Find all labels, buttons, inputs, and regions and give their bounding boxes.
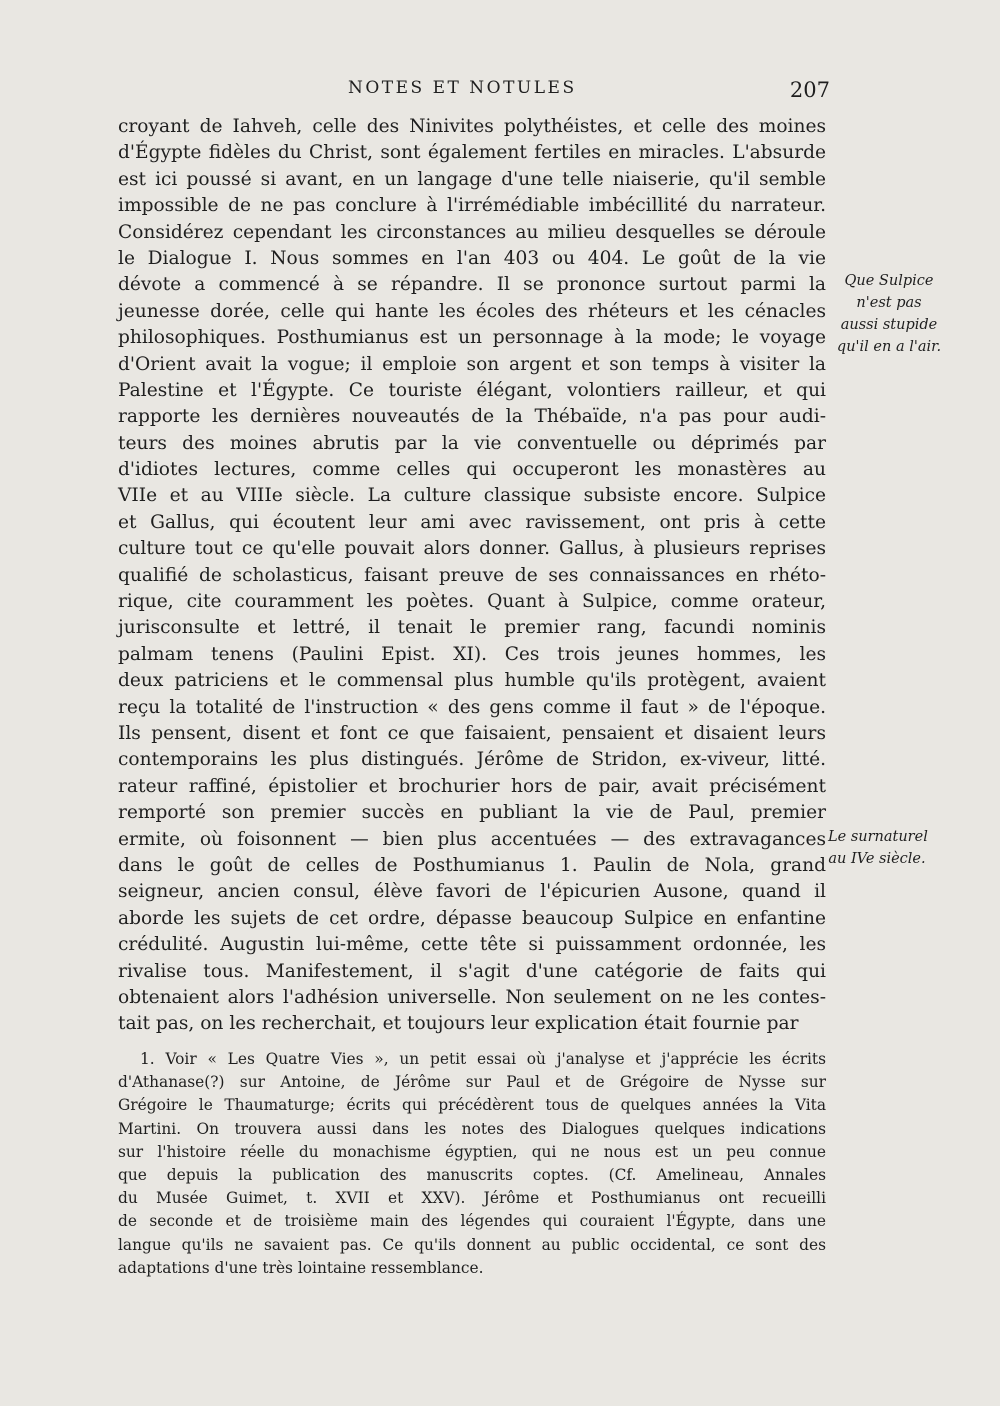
body-line: dans le goût de celles de Posthumianus 1. Paulin de Nola, grand	[118, 854, 826, 876]
margin-note-line: Que Sulpice	[844, 273, 934, 289]
running-title: NOTES ET NOTULES	[348, 78, 577, 98]
body-line: teurs des moines abrutis par la vie conventuelle ou déprimés par	[118, 432, 826, 454]
body-line: contemporains les plus distingués. Jérôme de Stridon, ex-viveur, litté.	[118, 749, 826, 771]
footnote-line: langue qu'ils ne savaient pas. Ce qu'ils donnent au public occidental, ce sont des	[118, 1235, 826, 1254]
body-line: VIIe et au VIIIe siècle. La culture classique subsiste encore. Sulpice	[118, 485, 826, 507]
margin-note-line: Le surnaturel	[828, 829, 928, 845]
body-line: rateur raffiné, épistolier et brochurier hors de pair, avait précisément	[118, 775, 826, 797]
body-line: tait pas, on les recherchait, et toujours leur explication était fournie par	[118, 1013, 799, 1035]
body-line: jurisconsulte et lettré, il tenait le premier rang, facundi nominis	[118, 617, 826, 639]
body-line: le Dialogue I. Nous sommes en l'an 403 ou 404. Le goût de la vie	[118, 247, 826, 269]
body-line: remporté son premier succès en publiant la vie de Paul, premier	[118, 802, 826, 824]
footnote-line: 1. Voir « Les Quatre Vies », un petit essai où j'analyse et j'apprécie les écrits	[140, 1050, 826, 1068]
footnote-line: du Musée Guimet, t. XVII et XXV). Jérôme et Posthumianus ont recueilli	[118, 1189, 826, 1208]
margin-note	[828, 826, 926, 870]
margin-note-line: aussi stupide	[840, 317, 938, 333]
body-line: reçu la totalité de l'instruction « des gens comme il faut » de l'époque.	[118, 696, 826, 718]
body-line: crédulité. Augustin lui-même, cette tête si puissamment ordonnée, les	[118, 934, 826, 956]
footnote-line: Martini. On trouvera aussi dans les notes des Dialogues quelques indications	[118, 1119, 826, 1138]
footnote	[118, 1048, 826, 1280]
body-line: Considérez cependant les circonstances au milieu desquelles se déroule	[118, 221, 826, 243]
body-line: croyant de Iahveh, celle des Ninivites polythéistes, et celle des moines	[118, 116, 826, 137]
margin-note-line: n'est pas	[856, 295, 922, 311]
margin-note-line: qu'il en a l'air.	[836, 339, 942, 355]
footnote-line: d'Athanase(?) sur Antoine, de Jérôme sur Paul et de Grégoire de Nysse sur	[118, 1073, 826, 1092]
body-line: jeunesse dorée, celle qui hante les écoles des rhéteurs et les cénacles	[118, 300, 826, 322]
body-line: seigneur, ancien consul, élève favori de l'épicurien Ausone, quand il	[118, 881, 826, 903]
body-line: aborde les sujets de cet ordre, dépasse beaucoup Sulpice en enfantine	[118, 907, 826, 929]
margin-note-line: au IVe siècle.	[828, 851, 926, 867]
footnote-line: Grégoire le Thaumaturge; écrits qui précédèrent tous de quelques années la Vita	[118, 1096, 826, 1115]
page-number: 207	[789, 78, 830, 102]
body-line: qualifié de scholasticus, faisant preuve de ses connaissances en rhéto-	[118, 564, 826, 586]
margin-note	[836, 270, 942, 358]
body-line: Ils pensent, disent et font ce que faisaient, pensaient et disaient leurs	[118, 722, 826, 744]
body-text	[118, 114, 826, 1038]
body-line: est ici poussé si avant, en un langage d'une telle niaiserie, qu'il semble	[118, 168, 826, 190]
footnote-line: que depuis la publication des manuscrits coptes. (Cf. Amelineau, Annales	[118, 1165, 826, 1184]
footnote-line: adaptations d'une très lointaine ressemblance.	[118, 1258, 484, 1277]
body-line: rivalise tous. Manifestement, il s'agit d'une catégorie de faits qui	[118, 960, 826, 982]
footnote-line: sur l'histoire réelle du monachisme égyptien, qui ne nous est un peu connue	[118, 1142, 826, 1161]
footnote-line: de seconde et de troisième main des légendes qui couraient l'Égypte, dans une	[118, 1212, 826, 1231]
body-line: et Gallus, qui écoutent leur ami avec ravissement, ont pris à cette	[118, 511, 826, 533]
body-line: d'Orient avait la vogue; il emploie son argent et son temps à visiter la	[118, 353, 826, 375]
body-line: ermite, où foisonnent — bien plus accentuées — des extravagances	[118, 828, 826, 850]
body-line: rapporte les dernières nouveautés de la Thébaïde, n'a pas pour audi-	[118, 406, 826, 428]
body-line: philosophiques. Posthumianus est un personnage à la mode; le voyage	[118, 327, 826, 349]
body-line: Palestine et l'Égypte. Ce touriste élégant, volontiers railleur, et qui	[118, 379, 826, 401]
body-line: deux patriciens et le commensal plus humble qu'ils protègent, avaient	[118, 670, 826, 692]
body-line: rique, cite couramment les poètes. Quant à Sulpice, comme orateur,	[118, 591, 826, 613]
body-line: palmam tenens (Paulini Epist. XI). Ces trois jeunes hommes, les	[118, 643, 826, 665]
body-line: impossible de ne pas conclure à l'irrémédiable imbécillité du narrateur.	[118, 195, 826, 217]
body-line: d'idiotes lectures, comme celles qui occuperont les monastères au	[118, 459, 826, 481]
running-head	[118, 78, 830, 104]
body-line: obtenaient alors l'adhésion universelle. Non seulement on ne les contes-	[118, 986, 826, 1008]
body-line: culture tout ce qu'elle pouvait alors donner. Gallus, à plusieurs reprises	[118, 538, 826, 560]
body-line: d'Égypte fidèles du Christ, sont également fertiles en miracles. L'absurde	[118, 142, 826, 164]
body-line: dévote a commencé à se répandre. Il se prononce surtout parmi la	[118, 274, 826, 296]
